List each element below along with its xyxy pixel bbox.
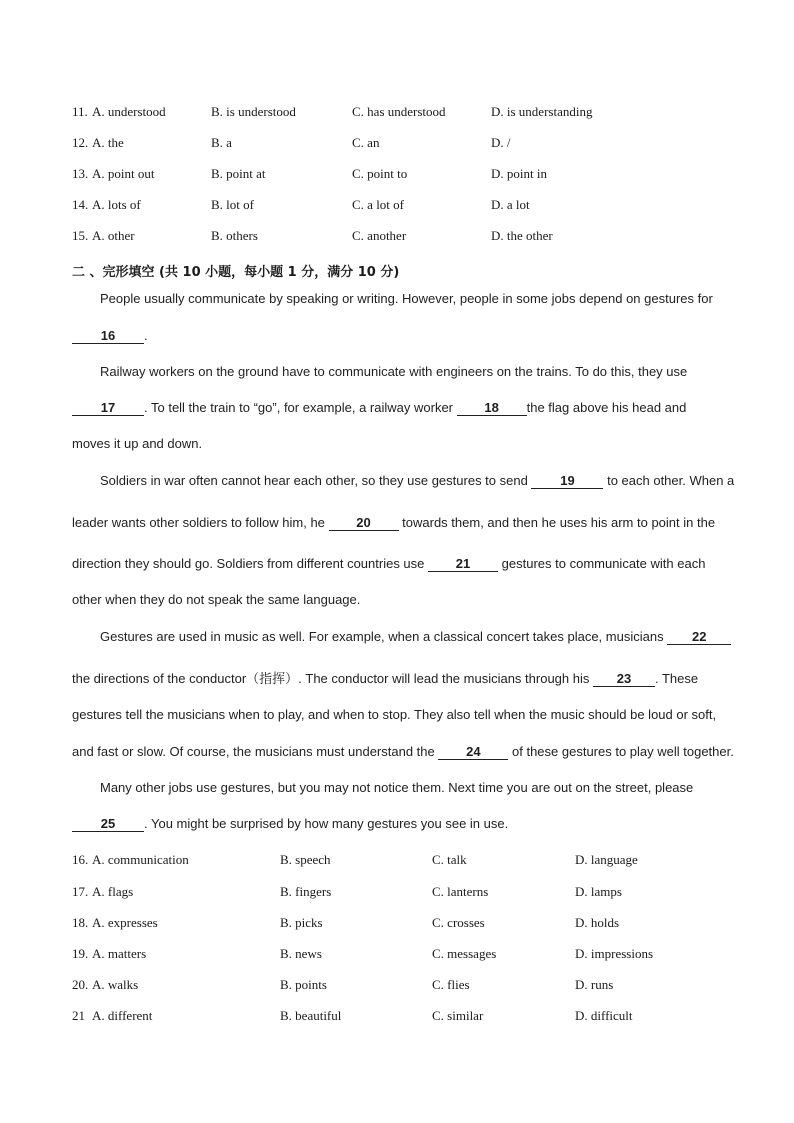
option-c: C. messages (432, 946, 497, 961)
blank-19: 19 (531, 473, 603, 489)
option-d: D. language (575, 852, 638, 867)
question-number: 12. (72, 135, 89, 150)
option-d: D. lamps (575, 884, 622, 899)
blank-24: 24 (438, 744, 508, 760)
passage-line (72, 515, 715, 531)
passage-text: . (144, 328, 148, 343)
option-b: B. lot of (211, 197, 254, 212)
passage-line (100, 291, 713, 307)
blank-21: 21 (428, 556, 498, 572)
option-d: D. impressions (575, 946, 653, 961)
option-c: C. another (352, 228, 407, 243)
option-a: A. lots of (92, 197, 141, 212)
blank-16: 16 (72, 328, 144, 344)
question-number: 15. (72, 228, 89, 243)
passage-line (72, 744, 734, 760)
option-c: C. talk (432, 852, 467, 867)
passage-text: leader wants other soldiers to follow him, he (72, 515, 325, 530)
passage-line (72, 328, 148, 344)
option-b: B. news (280, 946, 322, 961)
passage-line (72, 816, 508, 832)
passage-text: People usually communicate by speaking or writing. However, people in some jobs depend on gestures for (100, 291, 713, 306)
question-number: 20. (72, 977, 89, 992)
passage-text: other when they do not speak the same language. (72, 592, 361, 607)
option-d: D. holds (575, 915, 620, 930)
passage-line (100, 364, 687, 380)
passage-line (72, 556, 705, 572)
question-number: 21 (72, 1008, 85, 1023)
blank-23: 23 (593, 671, 655, 687)
option-c: C. an (352, 135, 380, 150)
blank-17: 17 (72, 400, 144, 416)
option-d: D. is understanding (491, 104, 593, 119)
blank-18: 18 (457, 400, 527, 416)
passage-text: gestures to communicate with each (501, 556, 706, 571)
option-d: D. the other (491, 228, 553, 243)
option-d: D. / (491, 135, 511, 150)
option-a: A. different (92, 1008, 153, 1023)
option-b: B. point at (211, 166, 266, 181)
option-d: D. runs (575, 977, 614, 992)
question-number: 19. (72, 946, 89, 961)
passage-text: moves it up and down. (72, 436, 203, 451)
option-b: B. points (280, 977, 327, 992)
option-b: B. speech (280, 852, 331, 867)
passage-line (72, 400, 686, 416)
passage-text: Many other jobs use gestures, but you may not notice them. Next time you are out on the street, please (100, 780, 694, 795)
question-number: 13. (72, 166, 89, 181)
section-title: 二 、完形填空 (共 10 小题，每小题 1 分，满分 10 分) (72, 265, 400, 280)
option-a: A. communication (92, 852, 189, 867)
option-c: C. similar (432, 1008, 484, 1023)
option-a: A. expresses (92, 915, 158, 930)
passage-text: to each other. When a (607, 473, 735, 488)
passage-text: Railway workers on the ground have to communicate with engineers on the trains. To do this, they use (100, 364, 688, 379)
option-c: C. point to (352, 166, 408, 181)
passage-line (100, 473, 734, 489)
question-number: 11. (72, 104, 88, 119)
option-d: D. a lot (491, 197, 530, 212)
option-a: A. other (92, 228, 135, 243)
passage-text: towards them, and then he uses his arm to point in the (402, 515, 716, 530)
option-a: A. understood (92, 104, 166, 119)
option-c: C. flies (432, 977, 470, 992)
passage-text: . To tell the train to “go”, for example, a railway worker (144, 400, 453, 415)
option-a: A. flags (92, 884, 134, 899)
blank-20: 20 (329, 515, 399, 531)
passage-line (100, 629, 731, 645)
option-b: B. beautiful (280, 1008, 342, 1023)
passage-text: the flag above his head and (526, 400, 687, 415)
passage-text: . You might be surprised by how many gestures you see in use. (144, 816, 509, 831)
option-c: C. a lot of (352, 197, 404, 212)
passage-text: and fast or slow. Of course, the musicians must understand the (72, 744, 435, 759)
option-b: B. fingers (280, 884, 332, 899)
question-number: 17. (72, 884, 89, 899)
passage-line (72, 592, 360, 608)
passage-line (100, 780, 693, 796)
option-c: C. lanterns (432, 884, 489, 899)
question-number: 16. (72, 852, 89, 867)
option-b: B. others (211, 228, 258, 243)
option-a: A. point out (92, 166, 155, 181)
passage-text: gestures tell the musicians when to play, and when to stop. They also tell when the music should be loud or soft, (72, 707, 717, 722)
blank-25: 25 (72, 816, 144, 832)
option-b: B. picks (280, 915, 323, 930)
option-b: B. is understood (211, 104, 296, 119)
passage-line (72, 671, 698, 687)
passage-line (72, 707, 716, 723)
option-a: A. walks (92, 977, 139, 992)
passage-text: direction they should go. Soldiers from different countries use (72, 556, 425, 571)
option-b: B. a (211, 135, 232, 150)
passage-text: . These (655, 671, 699, 686)
option-d: D. point in (491, 166, 547, 181)
passage-text: the directions of the conductor（指挥）. The conductor will lead the musicians through his (72, 671, 590, 686)
question-number: 18. (72, 915, 89, 930)
passage-text: of these gestures to play well together. (512, 744, 734, 759)
option-c: C. crosses (432, 915, 485, 930)
passage-text: Soldiers in war often cannot hear each other, so they use gestures to send (100, 473, 528, 488)
question-number: 14. (72, 197, 89, 212)
blank-22: 22 (667, 629, 731, 645)
passage-line (72, 436, 202, 452)
option-a: A. matters (92, 946, 147, 961)
option-d: D. difficult (575, 1008, 633, 1023)
option-c: C. has understood (352, 104, 446, 119)
passage-text: Gestures are used in music as well. For example, when a classical concert takes place, musicians (100, 629, 664, 644)
option-a: A. the (92, 135, 124, 150)
